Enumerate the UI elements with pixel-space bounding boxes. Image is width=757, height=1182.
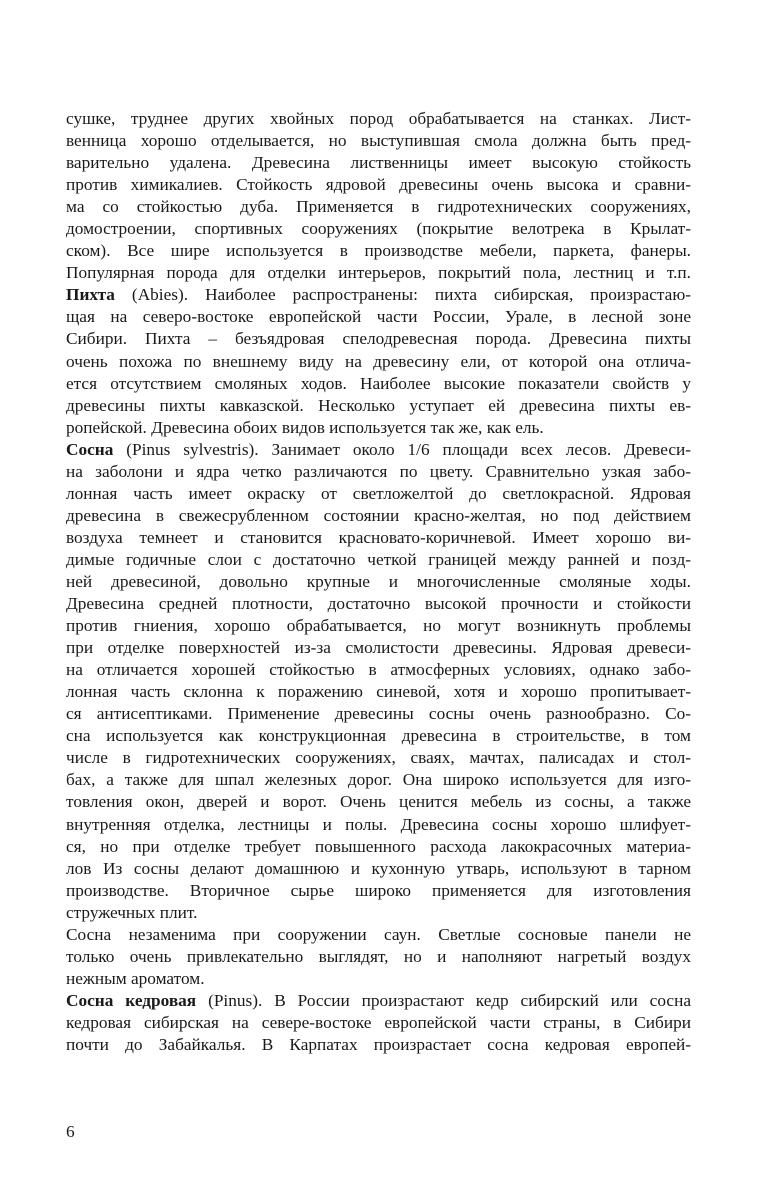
text-line: лонная часть имеет окраску от светложелтой до светлокрасной. Ядровая	[66, 483, 691, 503]
text-run: (Abies). Наиболее распространены: пихта сибирская, произрастаю-	[114, 285, 691, 305]
paragraph-cedar-pine	[66, 990, 691, 1056]
term-heading: Пихта	[66, 285, 115, 305]
text-line: Сибири. Пихта – безъядровая спелодревесная порода. Древесина пихты	[66, 329, 691, 349]
text-line	[66, 990, 691, 1012]
text-line: варительно удалена. Древесина лиственницы имеет высокую стойкость	[66, 153, 691, 173]
text-line: почти до Забайкалья. В Карпатах произрастает сосна кедровая европей-	[66, 1034, 691, 1054]
text-line: венница хорошо отделывается, но выступившая смола должна быть пред-	[66, 131, 691, 151]
page-body	[66, 108, 691, 1056]
text-line: внутренняя отделка, лестницы и полы. Древесина сосны хорошо шлифует-	[66, 814, 691, 834]
text-line: ней древесиной, довольно крупные и многочисленные смоляные ходы.	[66, 571, 691, 591]
text-line: Древесина средней плотности, достаточно высокой прочности и стойкости	[66, 594, 691, 614]
text-line: лонная часть склонна к поражению синевой, хотя и хорошо пропитывает-	[66, 682, 691, 702]
paragraph-pine	[66, 439, 691, 924]
text-line: сушке, труднее других хвойных пород обрабатывается на станках. Лист-	[66, 109, 691, 128]
paragraph-pine-sauna	[66, 924, 691, 990]
text-line	[66, 284, 691, 306]
text-line: воздуха темнеет и становится красновато-коричневой. Имеет хорошо ви-	[66, 527, 691, 547]
text-line: ропейской. Древесина обоих видов используется так же, как ель.	[66, 417, 544, 437]
text-run: (Pinus sylvestris). Занимает около 1/6 площади всех лесов. Древеси-	[113, 439, 691, 459]
text-line: производстве. Вторичное сырье широко применяется для изготовления	[66, 880, 691, 900]
text-line: против гниения, хорошо обрабатывается, но могут возникнуть проблемы	[66, 616, 691, 636]
text-line: древесина в свежесрубленном состоянии красно-желтая, но под действием	[66, 505, 691, 525]
text-line	[66, 439, 691, 461]
text-line: димые годичные слои с достаточно четкой границей между ранней и позд-	[66, 549, 691, 569]
text-run: (Pinus). В России произрастают кедр сибирский или сосна	[196, 990, 691, 1010]
text-line: очень похожа по внешнему виду на древесину ели, от которой она отлича-	[66, 351, 691, 371]
text-line: щая на северо-востоке европейской части России, Урале, в лесной зоне	[66, 307, 691, 327]
text-line: лов Из сосны делают домашнюю и кухонную утварь, используют в тарном	[66, 858, 691, 878]
text-line: Сосна незаменима при сооружении саун. Светлые сосновые панели не	[66, 924, 691, 944]
term-heading: Сосна кедровая	[66, 990, 197, 1010]
text-line: числе в гидротехнических сооружениях, сваях, мачтах, палисадах и стол-	[66, 748, 691, 768]
text-line: при отделке поверхностей из-за смолистости древесины. Ядровая древеси-	[66, 638, 691, 658]
text-line: против химикалиев. Стойкость ядровой древесины очень высока и сравни-	[66, 175, 691, 195]
term-heading: Сосна	[66, 439, 114, 459]
text-line: стружечных плит.	[66, 902, 198, 922]
text-line: ся, но при отделке требует повышенного расхода лакокрасочных материа-	[66, 836, 691, 856]
text-line: Популярная порода для отделки интерьеров, покрытий пола, лестниц и т.п.	[66, 263, 691, 283]
text-line: ском). Все шире используется в производстве мебели, паркета, фанеры.	[66, 241, 691, 261]
text-line: только очень привлекательно выглядят, но и наполняют нагретый воздух	[66, 946, 691, 966]
text-line: ма со стойкостью дуба. Применяется в гидротехнических сооружениях,	[66, 197, 691, 217]
text-line: бах, а также для шпал железных дорог. Она широко используется для изго-	[66, 770, 691, 790]
text-line: древесины пихты кавказской. Несколько уступает ей древесина пихты ев-	[66, 395, 691, 415]
text-line: нежным ароматом.	[66, 968, 205, 988]
text-line: ся антисептиками. Применение древесины сосны очень разнообразно. Со-	[66, 704, 691, 724]
page-number: 6	[66, 1122, 75, 1141]
text-line: кедровая сибирская на севере-востоке европейской части страны, в Сибири	[66, 1012, 691, 1032]
text-line: на заболони и ядра четко различаются по цвету. Сравнительно узкая забо-	[66, 461, 691, 481]
text-line: на отличается хорошей стойкостью в атмосферных условиях, однако забо-	[66, 660, 691, 680]
text-line: домостроении, спортивных сооружениях (покрытие велотрека в Крылат-	[66, 219, 691, 239]
text-line: товления окон, дверей и ворот. Очень ценится мебель из сосны, а также	[66, 792, 691, 812]
text-line: ется отсутствием смоляных ходов. Наиболее высокие показатели свойств у	[66, 373, 691, 393]
paragraph-larch-continuation	[66, 108, 691, 284]
paragraph-fir	[66, 284, 691, 438]
text-line: сна используется как конструкционная древесина в строительстве, в том	[66, 726, 691, 746]
